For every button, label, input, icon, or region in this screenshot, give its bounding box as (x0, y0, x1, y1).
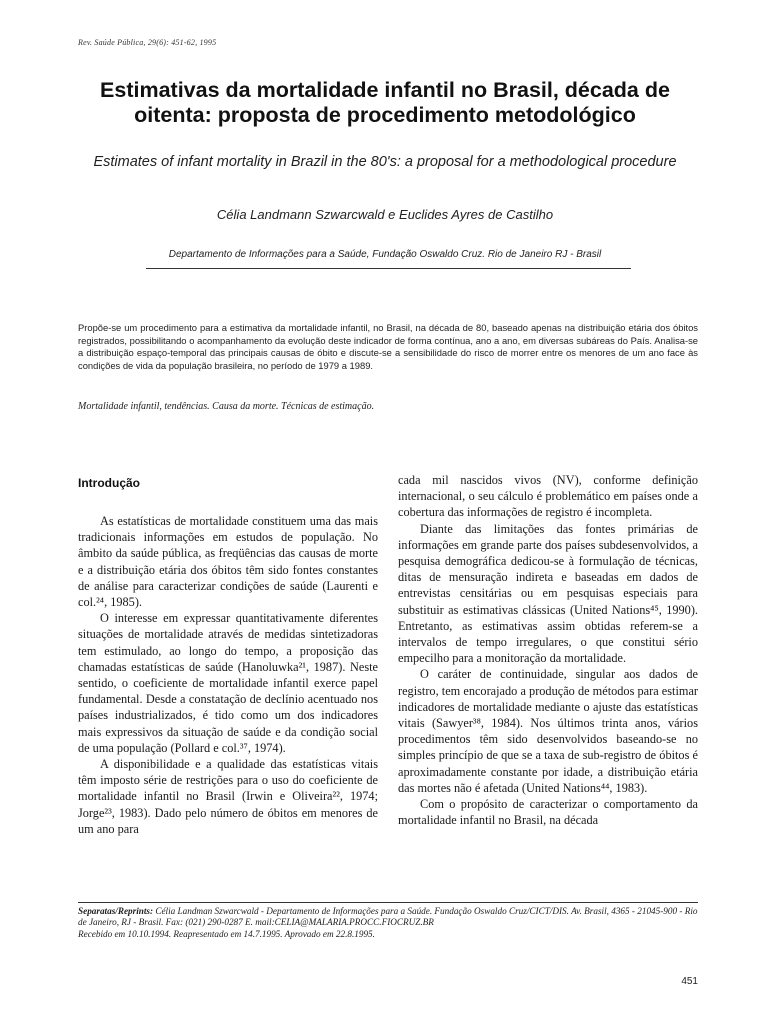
paragraph: Com o propósito de caracterizar o comportamento da mortalidade infantil no Brasil, na década (398, 797, 698, 828)
paragraph: O caráter de continuidade, singular aos dados de registro, tem encorajado a produção de métodos para estimar indicadores de mortalidade mediante o ajuste das estatísticas vitais (Sawyer³⁸, 1984). Nos últimos trinta anos, vários procedimentos têm sido desenvolvidos baseando-se no simples princípio de que se a taxa de sub-registro de óbitos é aproximadamente constante por idade, a distribuição etária das mortes não é afetada (United Nations⁴⁴, 1983). (398, 667, 698, 795)
authors: Célia Landmann Szwarcwald e Euclides Ayres de Castilho (216, 207, 554, 222)
footnote-rule (78, 902, 698, 903)
paragraph: A disponibilidade e a qualidade das estatísticas vitais têm imposto série de restrições para o uso do coeficiente de mortalidade infantil no Brasil (Irwin e Oliveira²², 1974; Jorge²³, 1983). Dado pelo número de óbitos em menores de um ano para (78, 757, 378, 836)
paragraph: O interesse em expressar quantitativamente diferentes situações de mortalidade através de medidas sintetizadoras tem estimulado, ao longo do tempo, a proposição das chamadas estatísticas de saúde (Hanoluwka²¹, 1987). Neste sentido, o coeficiente de mortalidade infantil exerce papel fundamental. Desde a constatação de declínio acentuado nos países industrializados, é tido como um dos indicadores mais expressivos da situação de saúde e da condição social de uma população (Pollard e col.³⁷, 1974). (78, 611, 378, 755)
page-number: 451 (681, 976, 698, 987)
left-column (78, 513, 378, 837)
article-title-english: Estimates of infant mortality in Brazil in the 80's: a proposal for a methodological procedure (93, 154, 677, 170)
footnote-contact: Célia Landman Szwarcwald - Departamento de Informações para a Saúde. Fundação Oswaldo Cruz/CICT/DIS. Av. Brasil, 4365 - 21045-900 - Rio de Janeiro, RJ - Brasil. Fax: (021) 290-0287 E. mail:CELIA@MALARIA.PROCC.FIOCRUZ.BR (78, 906, 698, 928)
footnote-label: Separatas/Reprints: (78, 906, 154, 916)
paragraph: Diante das limitações das fontes primárias de informações em grande parte dos países subdesenvolvidos, a pesquisa demográfica dedicou-se à formulação de técnicas, ditas de mensuração indireta e baseadas em dados de entrevistas censitárias ou em pesquisas especiais para substituir as estimativas clássicas (United Nations⁴⁵, 1990). Entretanto, as estimativas assim obtidas referem-se a intervalos de tempo irregulares, o que constitui sério empecilho para a monitoração da mortalidade. (398, 521, 698, 666)
section-heading-introduction: Introdução (78, 476, 140, 490)
abstract: Propõe-se um procedimento para a estimativa da mortalidade infantil, no Brasil, na década de 80, baseado apenas na distribuição etária dos óbitos registrados, possibilitando o acompanhamento da evolução deste indicador de forma contínua, ano a ano, em diversas subáreas do País. Analisa-se a distribuição espaço-temporal das principais causas de óbito e discute-se a sensibilidade do risco de morrer entre os menores de um ano face às condições de vida da população brasileira, no período de 1979 a 1989. (78, 322, 698, 371)
affiliation: Departamento de Informações para a Saúde, Fundação Oswaldo Cruz. Rio de Janeiro RJ - Brasil (168, 249, 602, 260)
paragraph: As estatísticas de mortalidade constituem uma das mais tradicionais informações em estudos de população. No âmbito da saúde pública, as freqüências das causas de morte e a distribuição etária dos óbitos têm sido fontes constantes de análise para caracterizar condições de saúde (Laurenti e col.²⁴, 1985). (78, 514, 378, 610)
affiliation-rule (146, 268, 631, 269)
journal-reference: Rev. Saúde Pública, 29(6): 451-62, 1995 (78, 38, 217, 47)
right-column (398, 472, 698, 828)
paragraph: cada mil nascidos vivos (NV), conforme definição internacional, o seu cálculo é problemático em países onde a cobertura das informações de registro é incompleta. (398, 473, 698, 520)
keywords: Mortalidade infantil, tendências. Causa da morte. Técnicas de estimação. (78, 401, 375, 412)
article-title-portuguese: Estimativas da mortalidade infantil no Brasil, década de oitenta: proposta de procedimento metodológico (100, 78, 670, 127)
footnote (78, 906, 698, 940)
footnote-dates: Recebido em 10.10.1994. Reapresentado em 14.7.1995. Aprovado em 22.8.1995. (78, 928, 375, 939)
